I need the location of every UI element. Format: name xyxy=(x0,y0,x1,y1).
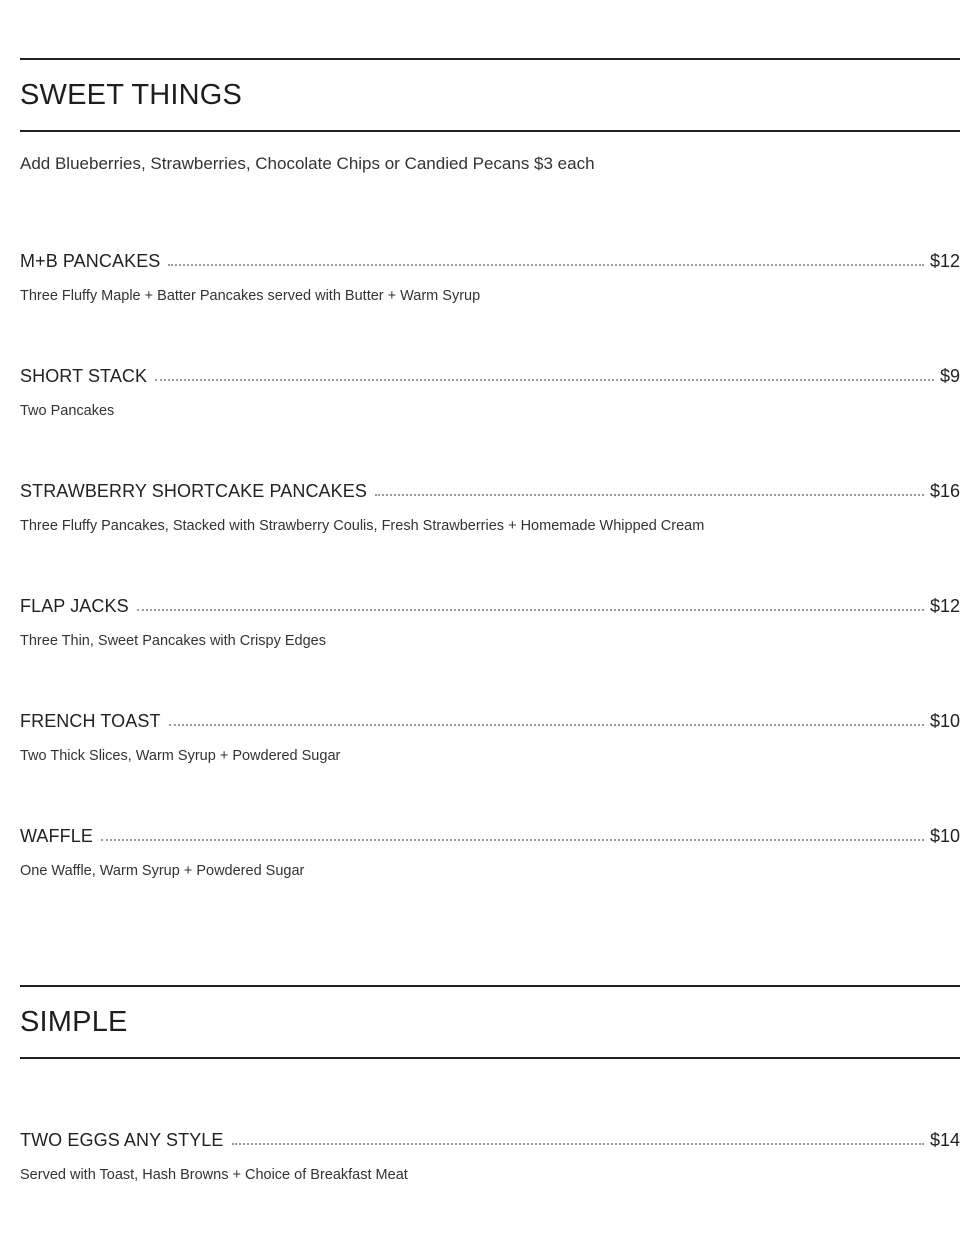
menu-item xyxy=(20,712,960,764)
section-bottom-rule xyxy=(20,1057,960,1059)
menu-item xyxy=(20,1131,960,1183)
dotted-leader xyxy=(101,839,924,841)
menu-item-description: Three Fluffy Pancakes, Stacked with Strawberry Coulis, Fresh Strawberries + Homemade Whipped Cream xyxy=(20,518,705,534)
menu-item xyxy=(20,252,960,304)
menu-item-name: STRAWBERRY SHORTCAKE PANCAKES xyxy=(20,481,367,501)
menu-item-description: Three Thin, Sweet Pancakes with Crispy Edges xyxy=(20,633,326,649)
menu-item-name: WAFFLE xyxy=(20,826,93,846)
dotted-leader xyxy=(169,724,924,726)
menu-item-description: One Waffle, Warm Syrup + Powdered Sugar xyxy=(20,863,305,879)
menu-item-price: $9 xyxy=(939,366,960,386)
section-top-rule xyxy=(20,985,960,987)
menu-item-description: Three Fluffy Maple + Batter Pancakes served with Butter + Warm Syrup xyxy=(20,288,481,304)
dotted-leader xyxy=(375,494,924,496)
menu-item-price: $10 xyxy=(929,826,960,846)
menu-item-name: M+B PANCAKES xyxy=(20,251,161,271)
add-ons-note: Add Blueberries, Strawberries, Chocolate Chips or Candied Pecans $3 each xyxy=(20,154,595,173)
dotted-leader xyxy=(155,379,934,381)
menu-item-price: $12 xyxy=(929,596,960,616)
section-simple xyxy=(20,985,960,1059)
menu-item-price: $16 xyxy=(929,481,960,501)
section-sweet-things xyxy=(20,58,960,132)
menu-item-name: TWO EGGS ANY STYLE xyxy=(20,1130,224,1150)
menu-item-name: FLAP JACKS xyxy=(20,596,129,616)
dotted-leader xyxy=(168,264,924,266)
menu-item-name: SHORT STACK xyxy=(20,366,148,386)
section-title: SWEET THINGS xyxy=(20,79,243,111)
menu-item-description: Two Thick Slices, Warm Syrup + Powdered Sugar xyxy=(20,748,341,764)
section-top-rule xyxy=(20,58,960,60)
menu-item-price: $14 xyxy=(929,1130,960,1150)
menu-item-description: Two Pancakes xyxy=(20,403,115,419)
menu-item xyxy=(20,482,960,534)
section-bottom-rule xyxy=(20,130,960,132)
menu-item-description: Served with Toast, Hash Browns + Choice of Breakfast Meat xyxy=(20,1167,408,1183)
menu-item-name: FRENCH TOAST xyxy=(20,711,161,731)
dotted-leader xyxy=(232,1143,924,1145)
dotted-leader xyxy=(137,609,924,611)
section-title: SIMPLE xyxy=(20,1006,128,1038)
menu-item xyxy=(20,827,960,879)
menu-item-price: $10 xyxy=(929,711,960,731)
menu-item-price: $12 xyxy=(929,251,960,271)
menu-item xyxy=(20,367,960,419)
menu-item xyxy=(20,597,960,649)
